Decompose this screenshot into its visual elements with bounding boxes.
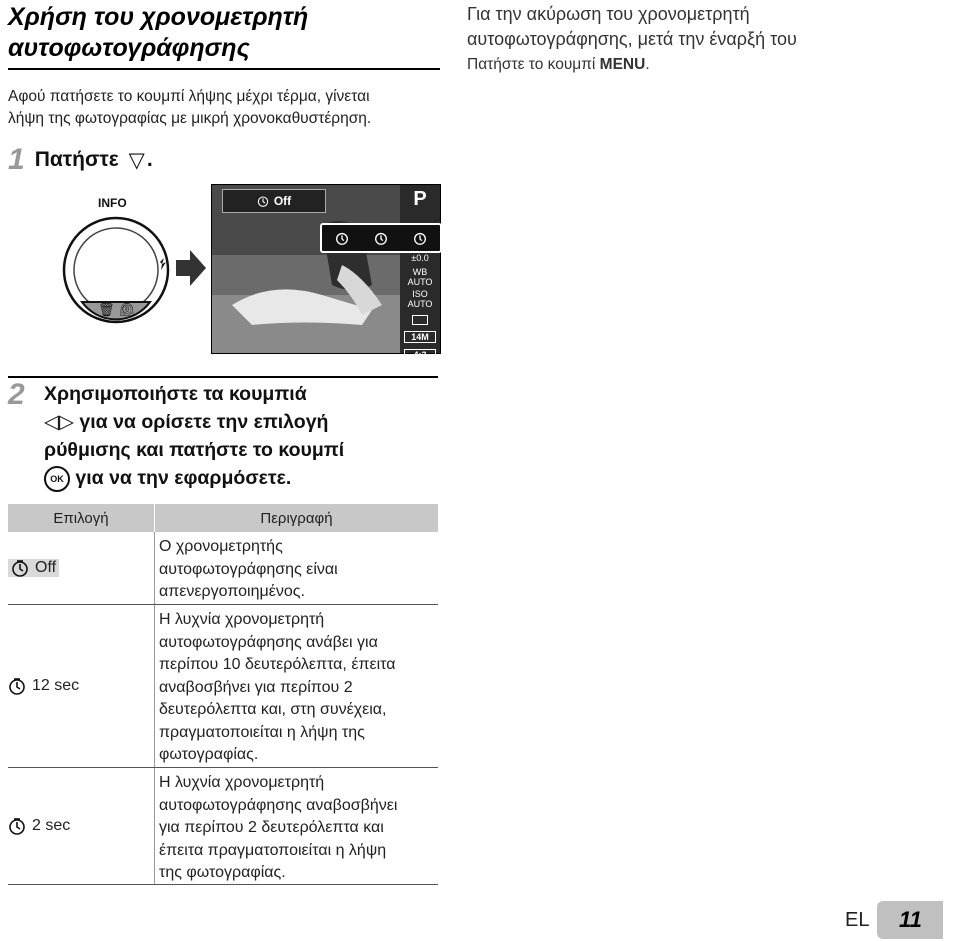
side-label-3: ISO: [412, 289, 428, 299]
page-title: [8, 2, 428, 64]
cancel-instruction-prefix: Πατήστε το κουμπί: [467, 56, 600, 73]
side-label-6: 4:3: [404, 349, 436, 361]
menu-button-label: MENU: [599, 56, 646, 73]
option-cell: [8, 605, 155, 767]
self-timer-off-label: Off: [273, 194, 292, 208]
description-cell: [155, 605, 438, 767]
description-line: για περίπου 2 δευτερόλεπτα και: [159, 819, 384, 836]
step-2-line-2-text: για να ορίσετε την επιλογή: [79, 411, 329, 433]
step-2-line-3: ρύθμισης και πατήστε το κουμπί: [44, 439, 345, 461]
table-row: [8, 532, 438, 605]
step-2-line-1: Χρησιμοποιήστε τα κουμπιά: [44, 383, 307, 405]
arrow-right-icon: [176, 250, 206, 286]
step-1-suffix: .: [146, 148, 153, 171]
step-1: [8, 142, 153, 178]
step-2-line-4: [44, 464, 444, 492]
page-number: 11: [877, 901, 943, 939]
self-timer-icon: [8, 817, 26, 835]
side-label-5: 14M: [404, 331, 436, 343]
option-12-sec: [8, 677, 79, 695]
step-2-line-4-text: για να την εφαρμόσετε.: [75, 467, 292, 489]
option-off: [8, 559, 59, 577]
table-row: [8, 768, 438, 885]
description-cell: [155, 768, 438, 884]
description-line: αναβοσβήνει για περίπου 2: [159, 678, 353, 696]
side-label-2: AUTO: [407, 277, 433, 287]
description-line: δευτερόλεπτα και, στη συνέχεια,: [159, 701, 387, 718]
description-line: αυτοφωτογράφησης αναβοσβήνει: [159, 796, 398, 814]
side-label-4: AUTO: [407, 299, 433, 309]
timer-off-option-icon: [333, 230, 351, 246]
self-timer-icon: [257, 195, 269, 207]
camera-screen: [211, 184, 441, 376]
self-timer-off-tab: [222, 189, 326, 213]
ok-button-icon: OK: [44, 466, 70, 492]
self-timer-icon: [11, 559, 29, 577]
timer-2s-option-icon: [411, 230, 429, 246]
language-code: EL: [845, 908, 870, 931]
option-12-sec-label: 12 sec: [32, 677, 80, 694]
option-cell: [8, 768, 155, 884]
left-right-arrows-icon: ◁▷: [44, 411, 74, 433]
title-line-1: Χρήση του χρονομετρητή: [8, 3, 309, 31]
description-line: αυτοφωτογράφησης ανάβει για: [159, 633, 378, 651]
cancel-instruction-suffix: .: [645, 56, 650, 73]
side-label-1: WB: [412, 267, 428, 277]
camera-side-menu: [400, 185, 440, 376]
description-cell: [155, 532, 438, 604]
self-timer-icon: [8, 677, 26, 695]
cancel-heading-line-1: Για την ακύρωση του χρονομετρητή: [467, 4, 750, 24]
options-table: [8, 504, 438, 885]
side-label-0: ±0.0: [411, 253, 429, 263]
intro-text: [8, 86, 438, 130]
page-footer: [845, 901, 943, 939]
description-line: φωτογραφίας.: [159, 746, 259, 763]
camera-button-illustration: [60, 190, 220, 340]
option-cell: [8, 532, 155, 604]
description-line: Η λυχνία χρονομετρητή: [159, 611, 325, 628]
self-timer-options-bar: [320, 223, 442, 253]
description-line: της φωτογραφίας.: [159, 864, 286, 881]
description-line: πραγματοποιείται η λήψη της: [159, 723, 365, 741]
option-off-label: Off: [35, 559, 57, 576]
header-description: Περιγραφή: [260, 509, 333, 527]
description-line: Η λυχνία χρονομετρητή: [159, 774, 325, 791]
header-option: Επιλογή: [8, 504, 155, 532]
title-line-2: αυτοφωτογράφησης: [8, 34, 250, 62]
cancel-instruction: [467, 56, 937, 74]
step-2-text: [44, 380, 444, 492]
intro-line-2: λήψη της φωτογραφίας με μικρή χρονοκαθυστέρηση.: [8, 110, 372, 127]
compression-icon: [412, 315, 428, 325]
option-2-sec: [8, 817, 70, 835]
cancel-heading-line-2: αυτοφωτογράφησης, μετά την έναρξή του: [467, 29, 797, 49]
cancel-heading: [467, 2, 937, 52]
step-2-divider: [8, 376, 438, 378]
step-1-text: Πατήστε: [34, 148, 119, 171]
table-header: [8, 504, 438, 532]
option-2-sec-label: 2 sec: [32, 817, 71, 834]
mode-label: P: [413, 188, 427, 210]
svg-text:🗑 ⏲: 🗑 ⏲: [98, 303, 136, 318]
intro-line-1: Αφού πατήσετε το κουμπί λήψης μέχρι τέρμα, γίνεται: [8, 88, 370, 105]
step-1-number: 1: [8, 143, 25, 176]
description-line: Ο χρονομετρητής: [159, 538, 283, 555]
title-divider: [8, 68, 440, 70]
table-row: [8, 605, 438, 768]
info-label: INFO: [98, 196, 127, 210]
description-line: περίπου 10 δευτερόλεπτα, έπειτα: [159, 656, 396, 673]
timer-12s-option-icon: [372, 230, 390, 246]
step-2-number: 2: [8, 378, 25, 411]
description-line: αυτοφωτογράφησης είναι: [159, 560, 338, 578]
description-line: έπειτα πραγματοποιείται η λήψη: [159, 841, 387, 859]
step-2-line-2: [44, 408, 444, 436]
side-label-7: MENU: [408, 367, 432, 376]
description-line: απενεργοποιημένος.: [159, 583, 305, 600]
down-arrow-icon: ▽: [128, 148, 145, 172]
